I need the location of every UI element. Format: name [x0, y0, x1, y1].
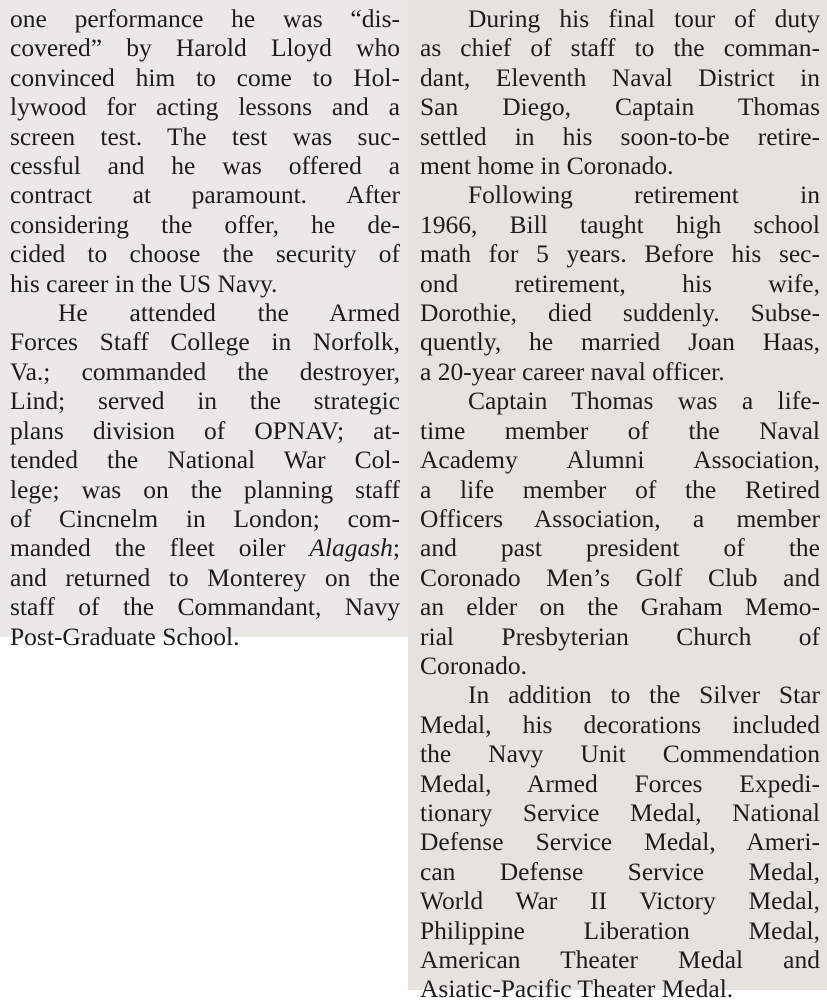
article-text-line: tended the National War Col-: [10, 445, 400, 475]
article-text-line: lege; was on the planning staff: [10, 474, 400, 504]
article-text-line: staff of the Commandant, Navy: [10, 592, 400, 622]
article-text-line: Coronado.: [420, 650, 527, 680]
article-text-line: Officers Association, a member: [420, 503, 820, 533]
article-text-line: During his final tour of duty: [468, 4, 820, 33]
article-text-line: 1966, Bill taught high school: [420, 209, 820, 239]
article-text-line: World War II Victory Medal,: [420, 886, 820, 916]
article-text-line: lywood for acting lessons and a: [10, 92, 400, 122]
article-text-line: contract at paramount. After: [10, 180, 400, 210]
article-text-line: Asiatic-Pacific Theater Medal.: [420, 974, 734, 1004]
article-text-line: tionary Service Medal, National: [420, 797, 820, 827]
article-text-line: Captain Thomas was a life-: [468, 386, 820, 416]
article-text-line: quently, he married Joan Haas,: [420, 327, 820, 357]
article-text-line: the Navy Unit Commendation: [420, 739, 820, 769]
article-text-line: Defense Service Medal, Ameri-: [420, 827, 820, 857]
article-text-line: San Diego, Captain Thomas: [420, 92, 820, 122]
article-text-line: covered” by Harold Lloyd who: [10, 33, 400, 63]
article-text-line: screen test. The test was suc-: [10, 121, 400, 151]
article-text-line: Va.; commanded the destroyer,: [10, 356, 400, 386]
article-text-line: and past president of the: [420, 533, 820, 563]
article-text-line: math for 5 years. Before his sec-: [420, 239, 820, 269]
article-text-line: American Theater Medal and: [420, 945, 820, 974]
article-text-line: considering the offer, he de-: [10, 209, 400, 239]
article-text-line: Forces Staff College in Norfolk,: [10, 327, 400, 357]
article-text-line: convinced him to come to Hol-: [10, 62, 400, 92]
article-text-line: time member of the Naval: [420, 415, 820, 445]
article-text-line: cessful and he was offered a: [10, 151, 400, 181]
ship-name: Alagash: [309, 533, 393, 563]
article-text-line: Post-Graduate School.: [10, 621, 240, 651]
article-text-line: Academy Alumni Association,: [420, 445, 820, 475]
article-text-line: an elder on the Graham Memo-: [420, 592, 820, 622]
article-right-column: [420, 4, 820, 1004]
article-text-line: settled in his soon-to-be retire-: [420, 121, 820, 151]
article-text-line: Medal, his decorations included: [420, 709, 820, 739]
article-text-line: rial Presbyterian Church of: [420, 621, 820, 651]
article-text-line: Philippine Liberation Medal,: [420, 915, 820, 945]
article-text-line: a life member of the Retired: [420, 474, 820, 504]
article-left-column: [10, 4, 400, 651]
article-text-fragment: manded the fleet oiler: [10, 533, 310, 563]
article-text-line: as chief of staff to the comman-: [420, 33, 820, 63]
article-text-line: of Cincnelm in London; com-: [10, 503, 400, 533]
article-text-line: Coronado Men’s Golf Club and: [420, 562, 820, 592]
article-text-fragment: ;: [392, 533, 400, 563]
article-text-line: Following retirement in: [468, 180, 820, 210]
article-text-line: one performance he was “dis-: [10, 4, 400, 33]
article-text-line: Medal, Armed Forces Expedi-: [420, 768, 820, 798]
article-text-line: can Defense Service Medal,: [420, 856, 820, 886]
article-text-line: He attended the Armed: [58, 298, 400, 328]
article-text-line: Lind; served in the strategic: [10, 386, 400, 416]
article-text-line: a 20-year career naval officer.: [420, 356, 725, 386]
article-text-line: ond retirement, his wife,: [420, 268, 820, 298]
article-text-line: In addition to the Silver Star: [468, 680, 820, 710]
article-text-line: dant, Eleventh Naval District in: [420, 62, 820, 92]
article-text-line: and returned to Monterey on the: [10, 562, 400, 592]
article-text-line: plans division of OPNAV; at-: [10, 415, 400, 445]
article-text-line: [10, 533, 400, 562]
article-text-line: Dorothie, died suddenly. Subse-: [420, 298, 820, 328]
article-text-line: his career in the US Navy.: [10, 268, 278, 298]
article-text-line: cided to choose the security of: [10, 239, 400, 269]
article-text-line: ment home in Coronado.: [420, 151, 674, 181]
